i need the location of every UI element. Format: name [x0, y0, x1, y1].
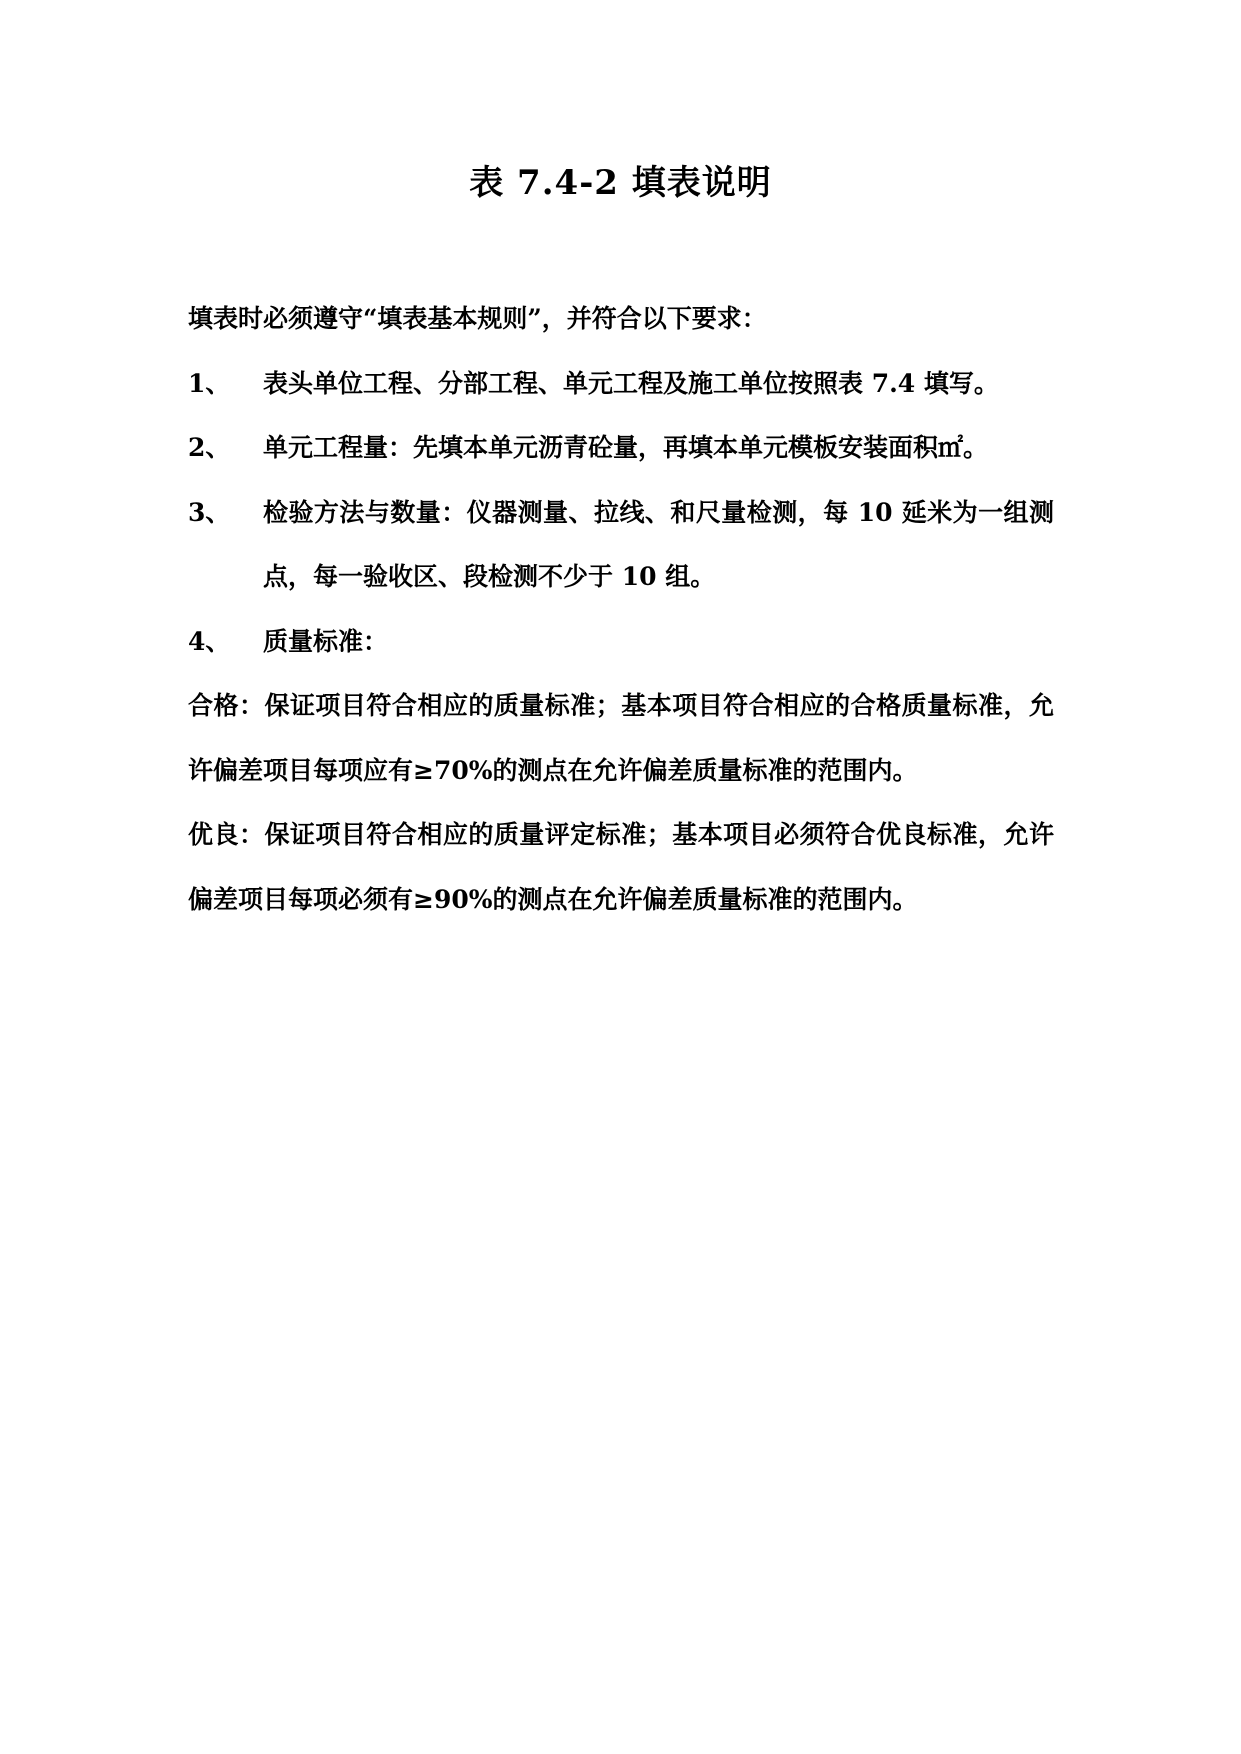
list-item-text: 检验方法与数量：仪器测量、拉线、和尺量检测，每 10 延米为一组测点，每一验收区、段检测不少于 10 组。 — [263, 497, 1054, 591]
list-item-number: 1、 — [188, 368, 231, 398]
document-body — [188, 287, 1054, 932]
list-item-text: 质量标准： — [263, 626, 389, 656]
standard-excellent-paragraph: 优良：保证项目符合相应的质量评定标准；基本项目必须符合优良标准，允许偏差项目每项必须有≥90%的测点在允许偏差质量标准的范围内。 — [188, 820, 1054, 914]
list-item-3 — [188, 481, 1054, 610]
intro-paragraph: 填表时必须遵守“填表基本规则”，并符合以下要求： — [188, 304, 767, 333]
list-item-1 — [188, 352, 1054, 417]
standard-pass-paragraph: 合格：保证项目符合相应的质量标准；基本项目符合相应的合格质量标准，允许偏差项目每项应有≥70%的测点在允许偏差质量标准的范围内。 — [188, 691, 1054, 785]
document-title: 表 7.4-2 填表说明 — [469, 163, 772, 203]
list-item-4 — [188, 610, 1054, 675]
list-item-2 — [188, 416, 1054, 481]
list-item-number: 4、 — [188, 626, 231, 656]
list-item-number: 2、 — [188, 433, 231, 462]
list-item-text: 单元工程量：先填本单元沥青砼量，再填本单元模板安装面积㎡。 — [263, 433, 989, 462]
list-item-text: 表头单位工程、分部工程、单元工程及施工单位按照表 7.4 填写。 — [263, 368, 999, 398]
list-item-number: 3、 — [188, 497, 231, 527]
